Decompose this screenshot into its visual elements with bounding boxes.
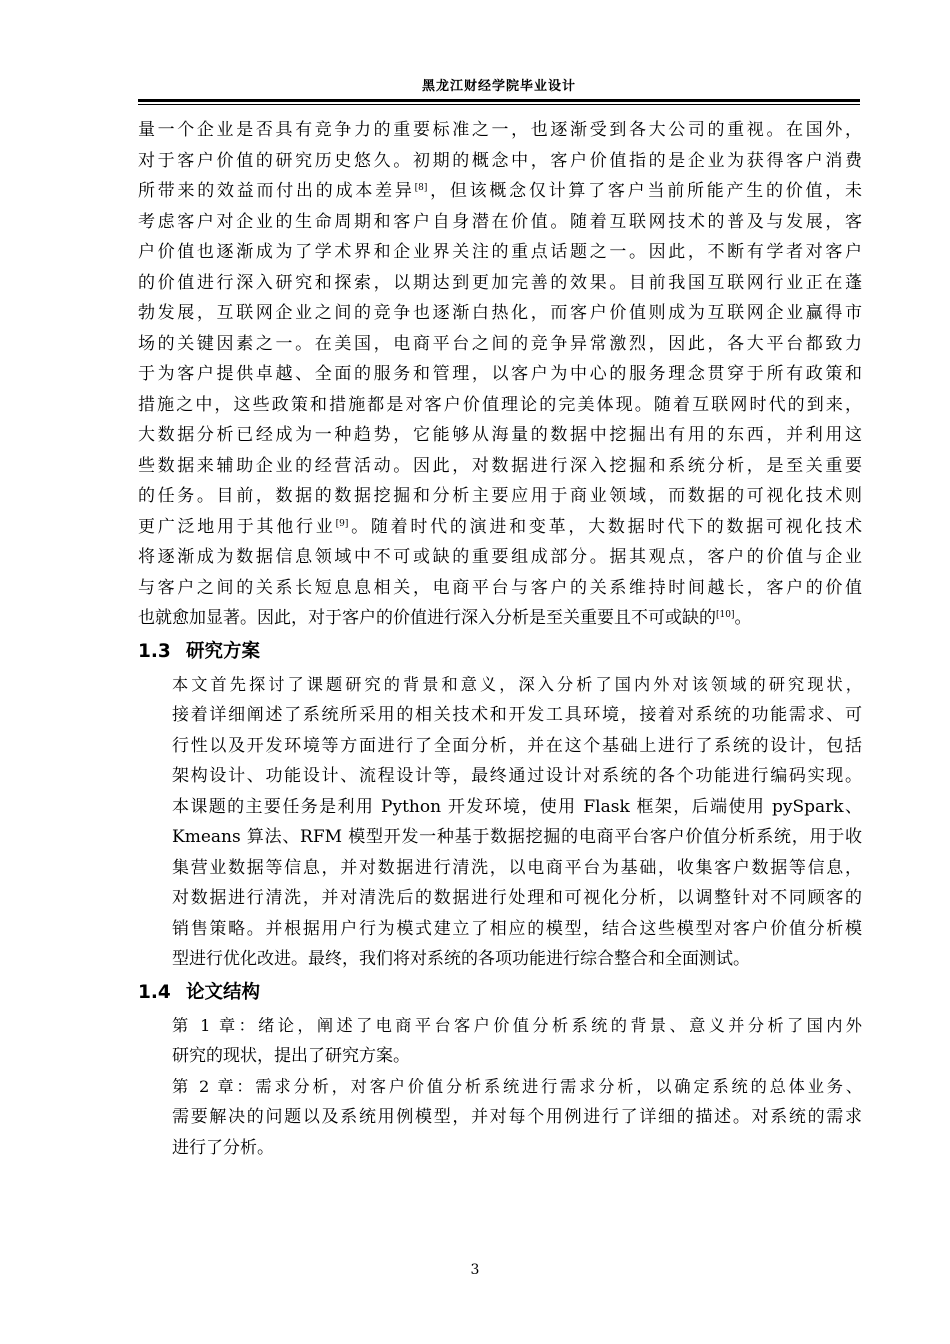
text-line: 进行了分析。 bbox=[172, 1137, 274, 1158]
text-line: 销售策略。并根据用户行为模式建立了相应的模型，结合这些模型对客户价值分析模 bbox=[172, 918, 862, 939]
text-fragment: 。 bbox=[734, 608, 752, 628]
text-line: 第 2 章：需求分析，对客户价值分析系统进行需求分析，以确定系统的总体业务、 bbox=[172, 1076, 862, 1096]
page-body bbox=[138, 115, 862, 1163]
text-line: 将逐渐成为数据信息领域中不可或缺的重要组成部分。据其观点，客户的价值与企业 bbox=[138, 547, 862, 567]
text-line: 量一个企业是否具有竞争力的重要标准之一，也逐渐受到各大公司的重视。在国外， bbox=[138, 120, 862, 140]
section-title: 论文结构 bbox=[186, 981, 261, 1003]
paragraph-research-plan bbox=[138, 670, 862, 975]
paragraph-chapter-1 bbox=[138, 1011, 862, 1072]
section-number: 1.4 bbox=[138, 981, 171, 1003]
text-line: 需要解决的问题以及系统用例模型，并对每个用例进行了详细的描述。对系统的需求 bbox=[172, 1107, 862, 1127]
text-line: 些数据来辅助企业的经营活动。因此，对数据进行深入挖掘和系统分析，是至关重要 bbox=[138, 455, 862, 476]
text-fragment: 也就愈加显著。因此，对于客户的价值进行深入分析是至关重要且不可或缺的 bbox=[138, 608, 716, 628]
text-line: 集营业数据等信息，并对数据进行清洗，以电商平台为基础，收集客户数据等信息， bbox=[172, 857, 862, 878]
section-title: 研究方案 bbox=[186, 640, 261, 662]
text-line: 的价值进行深入研究和探索，以期达到更加完善的效果。目前我国互联网行业正在蓬 bbox=[138, 272, 862, 293]
section-number: 1.3 bbox=[138, 640, 171, 662]
running-header: 黑龙江财经学院毕业设计 bbox=[421, 79, 576, 94]
text-line: 与客户之间的关系长短息息相关，电商平台与客户的关系维持时间越长，客户的价值 bbox=[138, 577, 862, 598]
text-line: 勃发展，互联网企业之间的竞争也逐渐白热化，而客户价值则成为互联网企业赢得市 bbox=[138, 303, 862, 323]
paragraph-chapter-2 bbox=[138, 1072, 862, 1164]
text-line: 本文首先探讨了课题研究的背景和意义，深入分析了国内外对该领域的研究现状， bbox=[172, 674, 862, 694]
text-line: 对于客户价值的研究历史悠久。初期的概念中，客户价值指的是企业为获得客户消费 bbox=[138, 150, 862, 171]
text-line: 接着详细阐述了系统所采用的相关技术和开发工具环境，接着对系统的功能需求、可 bbox=[172, 705, 862, 725]
text-fragment: 所带来的效益而付出的成本差异 bbox=[138, 181, 415, 201]
text-line: 研究的现状，提出了研究方案。 bbox=[172, 1046, 410, 1066]
text-line bbox=[138, 512, 862, 543]
text-fragment: 。随着时代的演进和变革，大数据时代下的数据可视化技术 bbox=[348, 516, 863, 537]
text-line bbox=[138, 176, 862, 207]
page-number: 3 bbox=[470, 1262, 480, 1278]
citation-10[interactable]: [10] bbox=[716, 610, 735, 620]
text-line: 行性以及开发环境等方面进行了全面分析，并在这个基础上进行了系统的设计，包括 bbox=[172, 735, 862, 756]
text-line: 考虑客户对企业的生命周期和客户自身潜在价值。随着互联网技术的普及与发展，客 bbox=[138, 211, 862, 232]
header-rule-thick bbox=[138, 99, 860, 102]
header-rule-thin bbox=[138, 104, 860, 105]
text-line: 第 1 章：绪论，阐述了电商平台客户价值分析系统的背景、意义并分析了国内外 bbox=[172, 1015, 862, 1035]
text-line: 场的关键因素之一。在美国，电商平台之间的竞争异常激烈，因此，各大平台都致力 bbox=[138, 333, 862, 354]
paragraph-customer-value-history bbox=[138, 115, 862, 634]
text-line: 于为客户提供卓越、全面的服务和管理，以客户为中心的服务理念贯穿于所有政策和 bbox=[138, 364, 862, 384]
text-line: 的任务。目前，数据的数据挖掘和分析主要应用于商业领域，而数据的可视化技术则 bbox=[138, 486, 862, 506]
section-heading-1-3 bbox=[138, 634, 862, 670]
text-line: 大数据分析已经成为一种趋势，它能够从海量的数据中挖掘出有用的东西，并利用这 bbox=[138, 425, 862, 445]
citation-9[interactable]: [9] bbox=[335, 518, 349, 529]
section-heading-1-4 bbox=[138, 975, 862, 1011]
text-line: 型进行优化改进。最终，我们将对系统的各项功能进行综合整合和全面测试。 bbox=[172, 949, 750, 969]
text-line: 对数据进行清洗，并对清洗后的数据进行处理和可视化分析，以调整针对不同顾客的 bbox=[172, 888, 862, 908]
text-line: 措施之中，这些政策和措施都是对客户价值理论的完美体现。随着互联网时代的到来， bbox=[138, 394, 862, 415]
text-line: 本课题的主要任务是利用 Python 开发环境，使用 Flask 框架，后端使用 pySpark、 bbox=[172, 796, 862, 817]
text-line: 架构设计、功能设计、流程设计等，最终通过设计对系统的各个功能进行编码实现。 bbox=[172, 766, 862, 786]
text-line: 户价值也逐渐成为了学术界和企业界关注的重点话题之一。因此，不断有学者对客户 bbox=[138, 242, 862, 262]
text-fragment: 更广泛地用于其他行业 bbox=[138, 516, 336, 537]
citation-8[interactable]: [8] bbox=[414, 183, 428, 193]
text-fragment: ，但该概念仅计算了客户当前所能产生的价值，未 bbox=[427, 181, 863, 201]
text-line: Kmeans 算法、RFM 模型开发一种基于数据挖掘的电商平台客户价值分析系统，用于收 bbox=[172, 827, 862, 847]
text-line bbox=[138, 603, 862, 634]
